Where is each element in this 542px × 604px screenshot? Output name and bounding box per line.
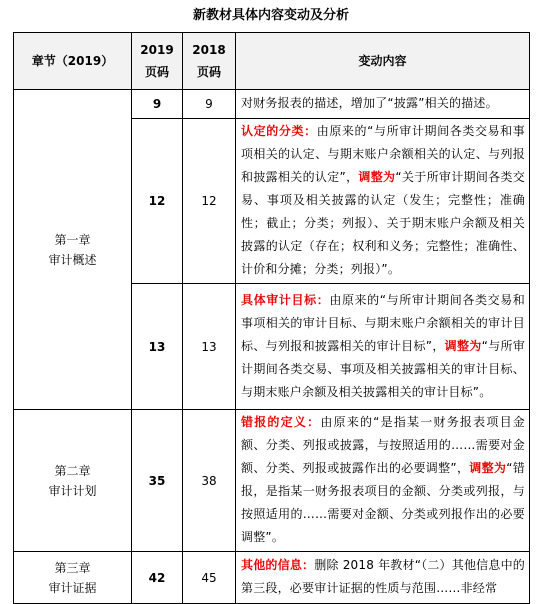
content-cell (236, 90, 530, 119)
chapter-cell-3 (14, 552, 132, 604)
page-2018-cell: 12 (183, 119, 236, 284)
content-cell (236, 284, 530, 410)
content-cell (236, 410, 530, 552)
table-row (14, 90, 530, 119)
page-2018-cell: 9 (183, 90, 236, 119)
chapter-cell-2 (14, 410, 132, 552)
chapter-title: 审计计划 (48, 483, 97, 498)
chapter-title: 审计概述 (48, 252, 97, 267)
page-2018-cell: 13 (183, 284, 236, 410)
chapter-number: 第二章 (54, 463, 91, 478)
header-chapter: 章节（2019） (14, 33, 132, 90)
header-page-2019 (132, 33, 183, 90)
highlight-text: 调整为 (358, 170, 396, 184)
highlight-text: 具体审计目标： (241, 292, 330, 307)
header-page-2018-year: 2018 (192, 43, 226, 57)
header-page-2018-label: 页码 (196, 65, 221, 79)
page-2018-cell: 45 (183, 552, 236, 604)
header-page-2018 (183, 33, 236, 90)
content-cell (236, 552, 530, 604)
content-text: 删除 2018 年教材“（二）其他信息中的第三段，必要审计证据的性质与范围……非经常 (241, 558, 525, 595)
content-text: “与所审计期间各类交易、事项及相关披露相关的审计目标、与期末账户余额及相关披露相关的审计目标”。 (241, 338, 525, 399)
chapter-number: 第三章 (54, 560, 91, 575)
highlight-text: 其他的信息： (241, 558, 315, 572)
chapter-cell-1 (14, 90, 132, 410)
page-2018-cell: 38 (183, 410, 236, 552)
content-text: 由原来的“与所审计期间各类交易和事项相关的审计目标、与期末账户余额相关的审计目标、与列报和披露相关的审计目标”， (241, 292, 525, 353)
page-2019-cell: 35 (132, 410, 183, 552)
document-title: 新教材具体内容变动及分析 (192, 8, 349, 23)
highlight-text: 认定的分类： (241, 124, 317, 138)
highlight-text: 错报的定义： (241, 415, 321, 429)
page-2019-cell: 9 (132, 90, 183, 119)
table-row (14, 552, 530, 604)
header-page-2019-year: 2019 (140, 43, 174, 57)
header-content: 变动内容 (236, 33, 530, 90)
table-row (14, 410, 530, 552)
content-cell (236, 119, 530, 284)
page-2019-cell: 12 (132, 119, 183, 284)
highlight-text: 调整为 (444, 338, 482, 353)
content-text: “错报，是指某一财务报表项目的金额、分类或列报，与按照适用的……需要对金额、分类或列报作出的必要调整”。 (241, 461, 525, 544)
header-row (14, 33, 530, 90)
page-2019-cell: 13 (132, 284, 183, 410)
content-text: “关于所审计期间各类交易、事项及相关披露的认定（发生；完整性；准确性；截止；分类；列报）、关于期末账户余额及相关披露的认定（存在；权利和义务；完整性；准确性、计价和分摊；分类；列报）”。 (241, 170, 526, 276)
content-text: 由原来的“与所审计期间各类交易和事项相关的认定、与期末账户余额相关的认定、与列报和披露相关的认定”， (241, 124, 525, 184)
highlight-text: 调整为 (469, 461, 507, 475)
content-text: 对财务报表的描述，增加了“披露”相关的描述。 (241, 96, 498, 110)
content-text: 由原来的“是指某一财务报表项目金额、分类、列报或披露，与按照适用的……需要对金额、分类、列报或披露作出的必要调整”， (241, 415, 525, 475)
header-page-2019-label: 页码 (144, 65, 169, 79)
page-2019-cell: 42 (132, 552, 183, 604)
chapter-title: 审计证据 (48, 580, 97, 595)
changes-table (13, 32, 530, 604)
chapter-number: 第一章 (54, 232, 91, 247)
